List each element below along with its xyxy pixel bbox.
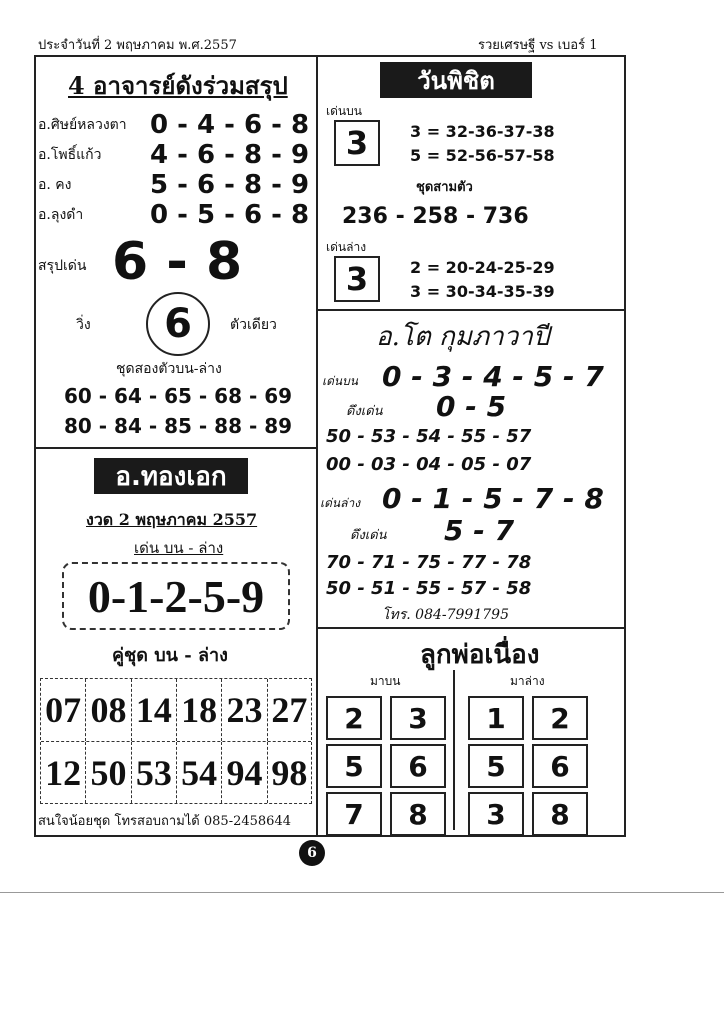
single-label: ตัวเดียว <box>230 317 277 333</box>
p4-pairs-title: คู่ชุด บน - ล่าง <box>112 645 228 666</box>
grid-cell: 2 <box>532 696 588 740</box>
row-nums: 0 - 5 - 6 - 8 <box>150 200 310 230</box>
p3-bottom-nums: 0 - 1 - 5 - 7 - 8 <box>382 482 604 515</box>
top-line-2: 5 = 52-56-57-58 <box>410 146 555 165</box>
panel1-row <box>38 140 310 170</box>
pair-cell: 54 <box>177 742 222 803</box>
top-digit-box: 3 <box>334 120 380 166</box>
p3-top-nums: 0 - 3 - 4 - 5 - 7 <box>382 360 604 393</box>
row-name: อ. คง <box>38 177 72 193</box>
p4-main-nums: 0-1-2-5-9 <box>87 570 265 622</box>
pairs-row-2: 80 - 84 - 85 - 88 - 89 <box>64 414 293 438</box>
panel1-row <box>38 110 310 140</box>
pairs-title: ชุดสองตัวบน-ล่าง <box>116 361 222 377</box>
grid-cell: 3 <box>390 696 446 740</box>
panel2-title: วันพิชิต <box>380 62 532 98</box>
panel3-title: อ.โต กุมภาวาปี <box>376 322 550 352</box>
run-label: วิ่ง <box>76 317 91 333</box>
panel1-row <box>38 170 310 200</box>
summary-nums: 6 - 8 <box>112 232 243 292</box>
pair-cell: 50 <box>86 742 131 803</box>
p5-left-label: มาบน <box>370 674 401 688</box>
p3-pull1-label: ดึงเด่น <box>346 404 383 419</box>
grid-cell: 1 <box>468 696 524 740</box>
pairs-row-1: 60 - 64 - 65 - 68 - 69 <box>64 384 293 408</box>
pair-cell: 12 <box>41 742 86 803</box>
bottom-label: เด่นล่าง <box>326 240 367 254</box>
p5-divider <box>453 670 455 830</box>
p4-pairs-row <box>41 742 311 803</box>
header-brand: รวยเศรษฐี vs เบอร์ 1 <box>478 38 598 53</box>
center-divider <box>316 55 318 835</box>
p4-sub-label: เด่น บน - ล่าง <box>134 539 224 557</box>
p3-row-c: 70 - 71 - 75 - 77 - 78 <box>326 552 532 573</box>
bottom-rule <box>0 892 724 893</box>
top-line-1: 3 = 32-36-37-38 <box>410 122 555 141</box>
p4-footer: สนใจน้อยชุด โทรสอบถามได้ 085-2458644 <box>38 814 291 829</box>
pair-cell: 94 <box>222 742 267 803</box>
pair-cell: 27 <box>271 690 308 730</box>
p3-row-d: 50 - 51 - 55 - 57 - 58 <box>326 578 532 599</box>
bottom-line-1: 2 = 20-24-25-29 <box>410 258 555 277</box>
grid-cell: 6 <box>532 744 588 788</box>
p4-pairs-row <box>41 679 311 742</box>
left-divider <box>34 447 317 449</box>
p5-left-grid <box>326 696 446 836</box>
row-name: อ.ลุงดำ <box>38 207 84 223</box>
p3-bottom-label: เด่นล่าง <box>320 496 361 510</box>
grid-cell: 5 <box>468 744 524 788</box>
panel1-rows <box>38 110 310 230</box>
p4-main-box <box>62 562 290 630</box>
panel1-row <box>38 200 310 230</box>
panel1-title: 4 อาจารย์ดังร่วมสรุป <box>68 71 288 100</box>
pair-cell: 07 <box>41 679 86 741</box>
pair-cell: 98 <box>271 752 308 793</box>
p4-pairs-grid <box>40 678 312 804</box>
p5-right-label: มาล่าง <box>510 674 545 688</box>
right-divider-2 <box>316 627 624 629</box>
panel5-title: ลูกพ่อเนื่อง <box>420 640 540 670</box>
p3-row-a: 50 - 53 - 54 - 55 - 57 <box>326 426 532 447</box>
p3-pull2-label: ดึงเด่น <box>350 528 387 543</box>
right-divider-1 <box>316 309 624 311</box>
grid-cell: 6 <box>390 744 446 788</box>
pair-cell: 14 <box>132 679 177 741</box>
three-nums: 236 - 258 - 736 <box>342 204 529 229</box>
p3-row-b: 00 - 03 - 04 - 05 - 07 <box>326 454 532 475</box>
pair-cell: 53 <box>132 742 177 803</box>
p4-draw-date: งวด 2 พฤษภาคม 2557 <box>86 510 258 529</box>
run-num: 6 <box>164 301 192 347</box>
p3-pull1-nums: 0 - 5 <box>436 390 507 423</box>
pair-cell: 08 <box>86 679 131 741</box>
top-label: เด่นบน <box>326 104 362 118</box>
row-nums: 0 - 4 - 6 - 8 <box>150 110 310 140</box>
pair-cell: 18 <box>177 679 222 741</box>
row-name: อ.ศิษย์หลวงตา <box>38 117 127 133</box>
run-circle <box>146 292 210 356</box>
p3-phone: โทร. 084-7991795 <box>382 607 509 623</box>
three-label: ชุดสามตัว <box>416 180 473 195</box>
grid-cell: 8 <box>532 792 588 836</box>
bottom-digit-box: 3 <box>334 256 380 302</box>
row-name: อ.โพธิ์แก้ว <box>38 147 102 163</box>
grid-cell: 2 <box>326 696 382 740</box>
grid-cell: 7 <box>326 792 382 836</box>
pair-cell: 23 <box>222 679 267 741</box>
grid-cell: 5 <box>326 744 382 788</box>
p3-top-label: เด่นบน <box>322 374 358 388</box>
panel4-title: อ.ทองเอก <box>94 458 248 494</box>
page-number: 6 <box>299 840 325 866</box>
row-nums: 4 - 6 - 8 - 9 <box>150 140 310 170</box>
p5-right-grid <box>468 696 588 836</box>
p3-pull2-nums: 5 - 7 <box>444 514 515 547</box>
grid-cell: 3 <box>468 792 524 836</box>
header-date: ประจำวันที่ 2 พฤษภาคม พ.ศ.2557 <box>38 38 237 53</box>
summary-label: สรุปเด่น <box>38 258 87 274</box>
grid-cell: 8 <box>390 792 446 836</box>
bottom-line-2: 3 = 30-34-35-39 <box>410 282 555 301</box>
row-nums: 5 - 6 - 8 - 9 <box>150 170 310 200</box>
